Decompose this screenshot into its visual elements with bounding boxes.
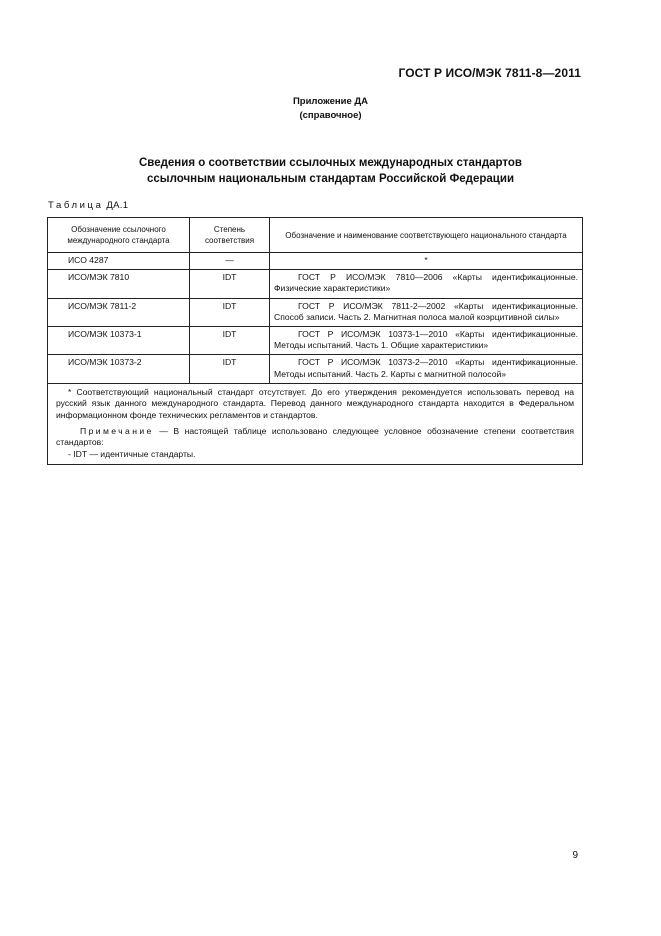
table-caption [48,200,128,211]
table-notes [48,383,583,464]
table-row [48,298,583,326]
table-row [48,253,583,270]
cell-national-standard: ГОСТ Р ИСО/МЭК 7810—2006 «Карты идентификационные. Физические характеристики» [270,270,583,298]
header-international-standard: Обозначение ссылочного международного стандарта [48,218,190,253]
page-title [0,155,661,187]
table-row [48,327,583,355]
cell-national-standard: * [270,253,583,270]
cell-international-standard: ИСО/МЭК 10373-2 [48,355,190,383]
table-row [48,270,583,298]
cell-national-standard: ГОСТ Р ИСО/МЭК 7811-2—2002 «Карты идентификационные. Способ записи. Часть 2. Магнитная полоса малой коэрцитивной силы» [270,298,583,326]
page-title-line-2: ссылочным национальным стандартам Российской Федерации [146,173,515,185]
cell-degree: IDT [190,298,270,326]
annex-subtitle: (справочное) [299,110,362,121]
cell-degree: IDT [190,327,270,355]
table-caption-number: ДА.1 [106,200,129,211]
annex-heading [0,95,661,123]
table-footer-row [48,383,583,464]
cell-international-standard: ИСО/МЭК 7811-2 [48,298,190,326]
cell-degree: — [190,253,270,270]
cell-national-standard: ГОСТ Р ИСО/МЭК 10373-2—2010 «Карты идентификационные. Методы испытаний. Часть 2. Карты с магнитной полосой» [270,355,583,383]
document-code: ГОСТ Р ИСО/МЭК 7811-8—2011 [398,66,581,80]
table-header-row [48,218,583,253]
cell-international-standard: ИСО/МЭК 10373-1 [48,327,190,355]
note-label: Примечание [80,426,154,437]
table-note [56,426,574,449]
page-title-line-1: Сведения о соответствии ссылочных международных стандартов [138,157,522,169]
note-text: — В настоящей таблице использовано следующее условное обозначение степени соответствия стандартов: [56,426,574,448]
table-row [48,355,583,383]
annex-title: Приложение ДА [292,96,369,107]
correspondence-table [47,217,583,465]
cell-degree: IDT [190,270,270,298]
note-item: - IDT — идентичные стандарты. [68,448,196,459]
cell-degree: IDT [190,355,270,383]
cell-international-standard: ИСО 4287 [48,253,190,270]
table-caption-prefix: Таблица [48,200,104,211]
header-degree: Степень соответствия [190,218,270,253]
cell-international-standard: ИСО/МЭК 7810 [48,270,190,298]
page-number: 9 [572,850,578,861]
cell-national-standard: ГОСТ Р ИСО/МЭК 10373-1—2010 «Карты идентификационные. Методы испытаний. Часть 1. Общие характеристики» [270,327,583,355]
table-footnote: * Соответствующий национальный стандарт отсутствует. До его утверждения рекомендуется использовать перевод на русский язык данного международного стандарта. Перевод данного международного стандарта находится в Федеральном информационном фонде технических регламентов и стандартов. [56,386,574,420]
header-national-standard: Обозначение и наименование соответствующего национального стандарта [270,218,583,253]
